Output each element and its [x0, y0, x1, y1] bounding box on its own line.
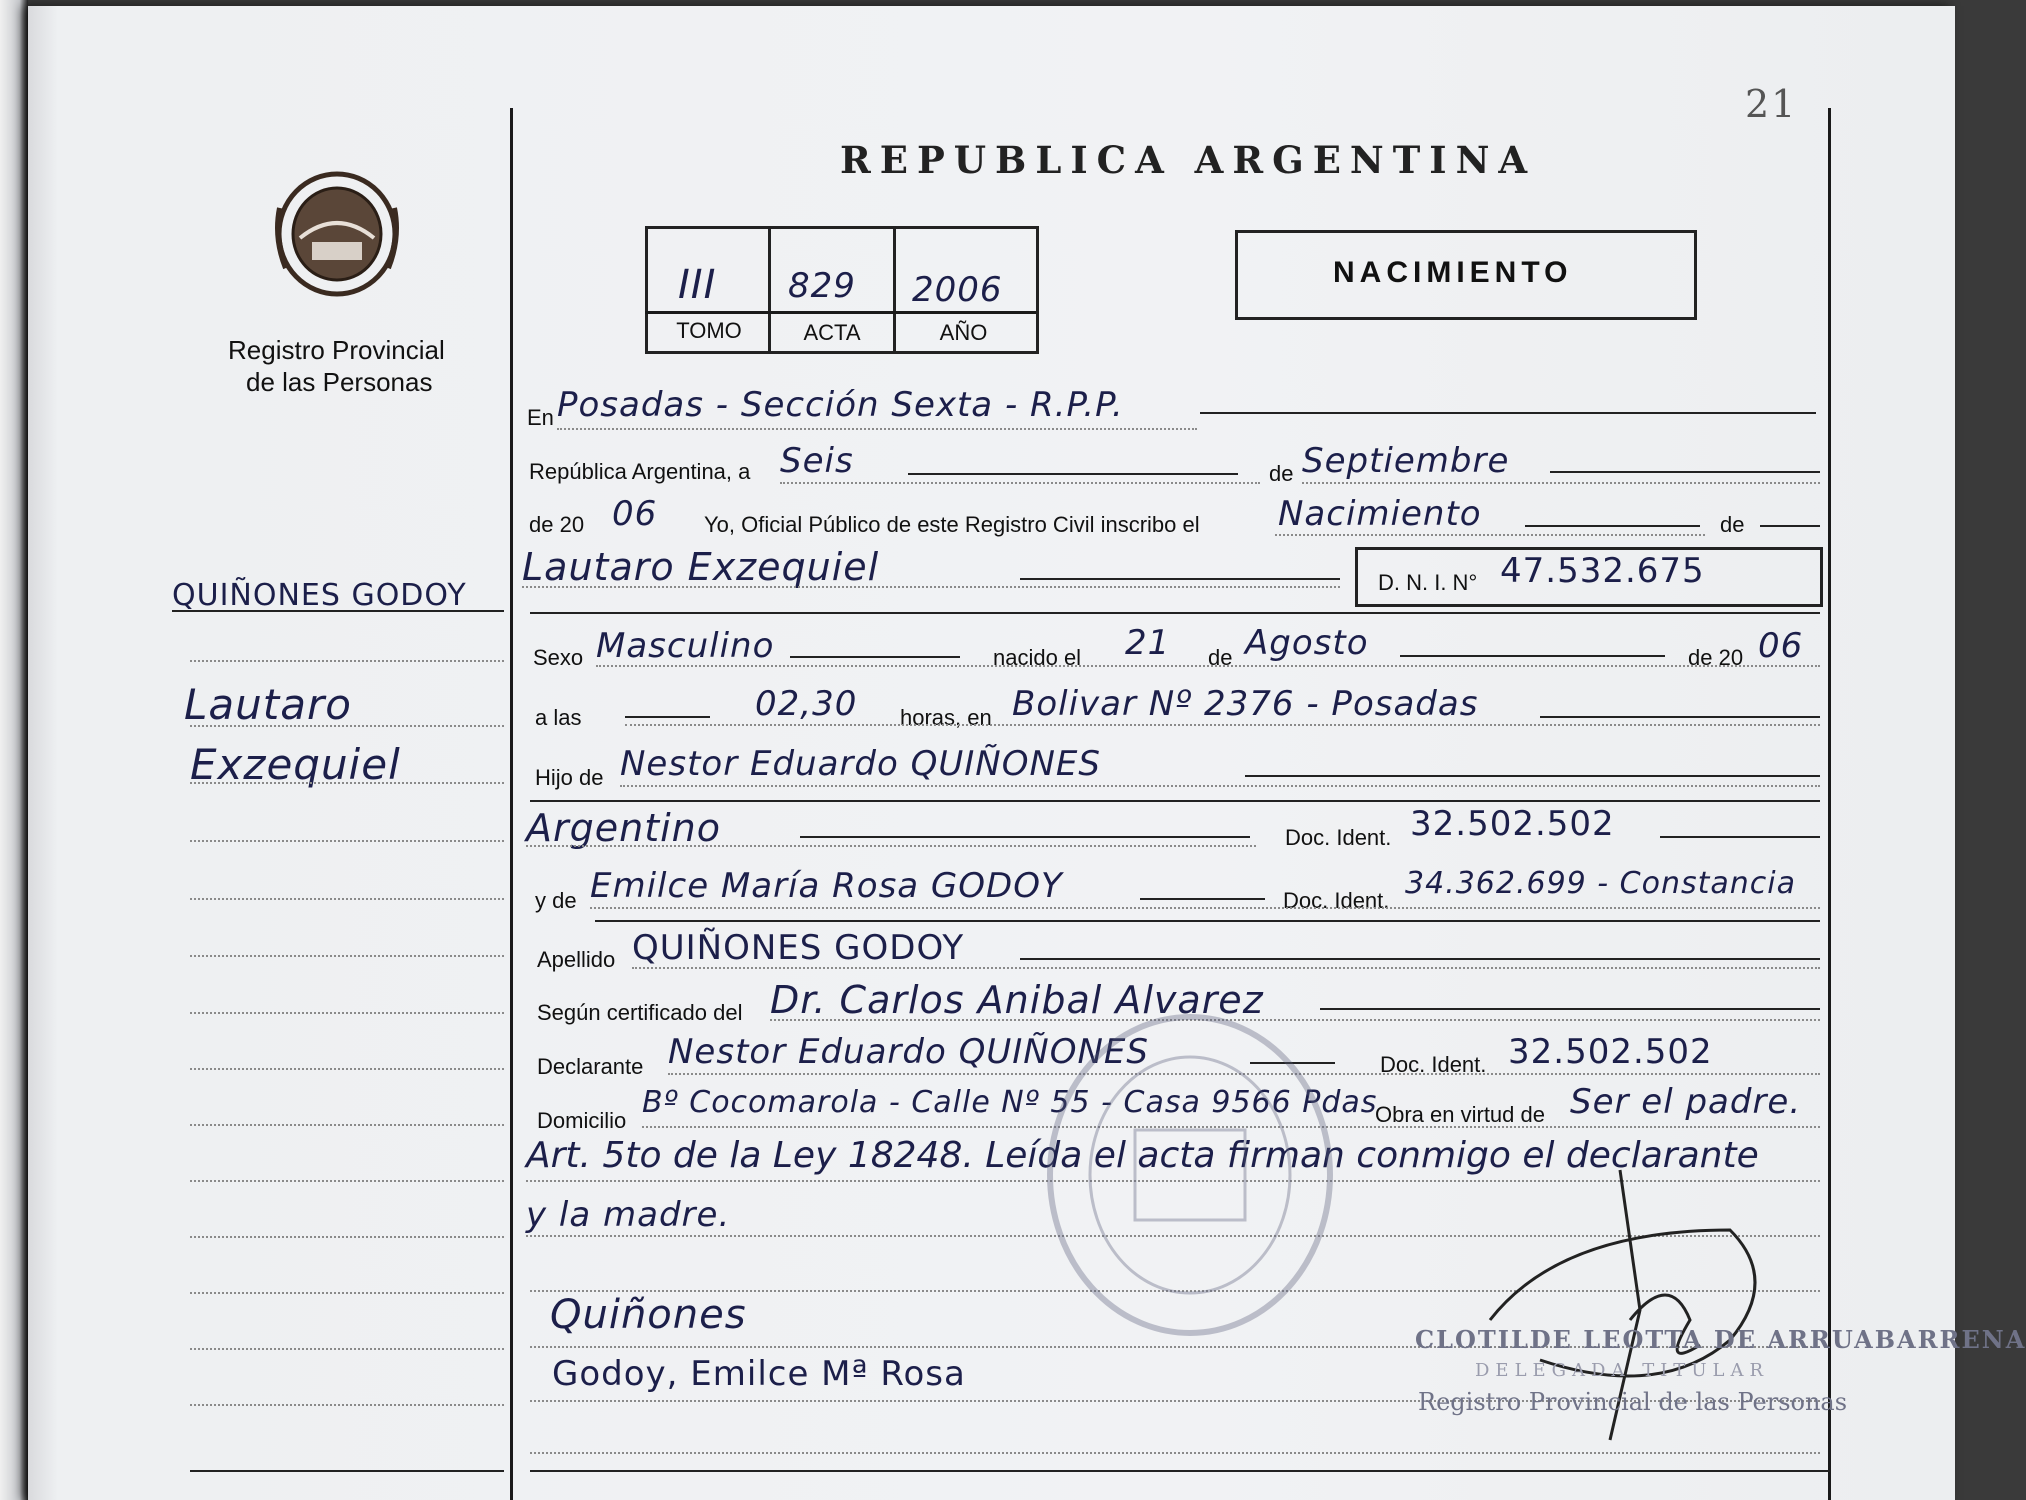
margin-name2: Exzequiel [190, 740, 401, 789]
registry-name-line2: de las Personas [246, 367, 433, 397]
margin-rule [172, 610, 504, 612]
value-anio-2dig: 06 [612, 494, 658, 534]
book-binding [0, 0, 28, 1500]
margin-name1: Lautaro [184, 680, 352, 729]
label-en: En [527, 405, 554, 430]
label-hijo-de: Hijo de [535, 765, 604, 790]
tomo-label: TOMO [676, 318, 742, 343]
value-anio-nac: 06 [1758, 626, 1804, 666]
margin-rule [190, 782, 504, 784]
margin-rule [190, 1404, 504, 1406]
form-line [530, 800, 1820, 802]
margin-rule [190, 1012, 504, 1014]
form-line [530, 612, 1820, 614]
value-nacionalidad-padre: Argentino [526, 806, 721, 850]
label-segun: Según certificado del [537, 1000, 743, 1025]
form-line [530, 1470, 1830, 1472]
label-domicilio: Domicilio [537, 1108, 627, 1133]
registry-name-line1: Registro Provincial [228, 335, 445, 365]
form-line [1320, 1008, 1820, 1010]
label-doc-ident3: Doc. Ident. [1380, 1052, 1487, 1077]
label-de-mes: de [1208, 645, 1233, 670]
form-line [780, 482, 1260, 484]
acta-value: 829 [788, 266, 856, 306]
value-dia-letras: Seis [780, 441, 854, 481]
value-mes-letras: Septiembre [1302, 441, 1510, 481]
label-doc-ident1: Doc. Ident. [1285, 825, 1392, 850]
form-line [526, 845, 1256, 847]
form-line [1140, 898, 1265, 900]
form-line [595, 920, 1820, 922]
form-line [800, 836, 1250, 838]
value-doc-padre: 32.502.502 [1410, 804, 1615, 844]
margin-rule [190, 1470, 504, 1472]
value-lugar: Posadas - Sección Sexta - R.P.P. [557, 385, 1124, 425]
label-nacido-el: nacido el [993, 645, 1082, 670]
margin-rule [190, 1236, 504, 1238]
margin-rule [190, 725, 504, 727]
form-line [1245, 775, 1820, 777]
value-padre: Nestor Eduardo QUIÑONES [620, 744, 1101, 784]
label-de20: de 20 [529, 512, 585, 537]
official-title: DELEGADA TITULAR [1475, 1360, 1769, 1381]
official-stamp-icon [1040, 1010, 1340, 1340]
label-de-end: de [1720, 512, 1745, 537]
value-dni: 47.532.675 [1500, 551, 1705, 591]
value-medico: Dr. Carlos Anibal Alvarez [770, 978, 1264, 1022]
form-line [1020, 958, 1820, 960]
acta-label: ACTA [803, 320, 861, 345]
value-nombres: Lautaro Exzequiel [522, 545, 880, 589]
form-line [596, 665, 1820, 667]
value-domicilio: Bº Cocomarola - Calle Nº 55 - Casa 9566 Pdas [642, 1085, 1378, 1120]
margin-rule [190, 955, 504, 957]
label-apellido: Apellido [537, 947, 616, 972]
form-line [557, 428, 1197, 430]
form-line [522, 586, 1340, 588]
label-y-de: y de [535, 888, 577, 913]
value-texto1: Art. 5to de la Ley 18248. Leída el acta firman conmigo el declarante [526, 1135, 1759, 1176]
label-declarante: Declarante [537, 1054, 644, 1079]
label-de-20b: de 20 [1688, 645, 1744, 670]
page-title: REPUBLICA ARGENTINA [840, 138, 1537, 182]
official-org: Registro Provincial de las Personas [1418, 1388, 1848, 1416]
form-line [625, 716, 710, 718]
value-mes-nac: Agosto [1245, 623, 1369, 663]
signature-mother: Godoy, Emilce Mª Rosa [552, 1354, 966, 1394]
form-line [1660, 836, 1820, 838]
label-de: de [1269, 461, 1294, 486]
official-name: CLOTILDE LEOTTA DE ARRUABARRENA [1415, 1325, 2026, 1354]
value-doc-declarante: 32.502.502 [1508, 1032, 1713, 1072]
tomo-value: III [678, 262, 717, 308]
label-obra: Obra en virtud de [1375, 1102, 1545, 1127]
margin-rule [190, 898, 504, 900]
form-line [625, 724, 1820, 726]
value-obra: Ser el padre. [1570, 1082, 1802, 1122]
form-line [1540, 716, 1820, 718]
value-hora: 02,30 [755, 684, 858, 724]
form-line [1760, 525, 1820, 527]
margin-rule [190, 1124, 504, 1126]
label-sexo: Sexo [533, 645, 584, 670]
value-declarante: Nestor Eduardo QUIÑONES [668, 1032, 1149, 1072]
label-doc-ident2: Doc. Ident. [1283, 888, 1390, 913]
margin-rule [190, 1180, 504, 1182]
value-texto2: y la madre. [526, 1195, 731, 1235]
value-lugar-nac: Bolivar Nº 2376 - Posadas [1012, 684, 1479, 724]
value-sexo: Masculino [596, 626, 775, 666]
margin-rule [190, 1292, 504, 1294]
page-number: 21 [1745, 82, 1798, 126]
label-a-las: a las [535, 705, 582, 730]
anio-value: 2006 [912, 270, 1003, 310]
margin-surname: QUIÑONES GODOY [172, 578, 467, 613]
value-dia-nac: 21 [1125, 623, 1171, 663]
label-republica: República Argentina, a [529, 459, 751, 484]
form-line [1550, 471, 1820, 473]
form-line [1020, 578, 1340, 580]
type-label: NACIMIENTO [1333, 256, 1573, 289]
form-line [908, 473, 1238, 475]
label-yo-oficial: Yo, Oficial Público de este Registro Civil inscribo el [704, 512, 1200, 537]
form-line [790, 656, 960, 658]
right-border [1828, 108, 1831, 1500]
form-line [1275, 534, 1705, 536]
value-doc-madre: 34.362.699 - Constancia [1405, 866, 1796, 901]
margin-rule [190, 1068, 504, 1070]
label-horas-en: horas, en [900, 705, 992, 730]
form-line [620, 785, 1820, 787]
form-line [1302, 482, 1820, 484]
form-line [1525, 525, 1700, 527]
form-line [590, 907, 1820, 909]
margin-divider [510, 108, 513, 1500]
margin-rule [190, 1348, 504, 1350]
value-madre: Emilce María Rosa GODOY [590, 866, 1063, 906]
signature-father: Quiñones [550, 1292, 747, 1338]
margin-rule [190, 660, 504, 662]
anio-label: AÑO [939, 320, 988, 345]
registry-caption-line [645, 311, 1036, 314]
official-signature-icon [1480, 1170, 1780, 1460]
value-apellido: QUIÑONES GODOY [632, 928, 965, 968]
value-hecho: Nacimiento [1278, 494, 1482, 534]
form-line [1400, 655, 1665, 657]
margin-rule [190, 840, 504, 842]
form-line [1200, 412, 1816, 414]
form-line [632, 967, 1820, 969]
provincial-seal-icon [272, 168, 402, 300]
label-dni: D. N. I. N° [1378, 570, 1478, 595]
